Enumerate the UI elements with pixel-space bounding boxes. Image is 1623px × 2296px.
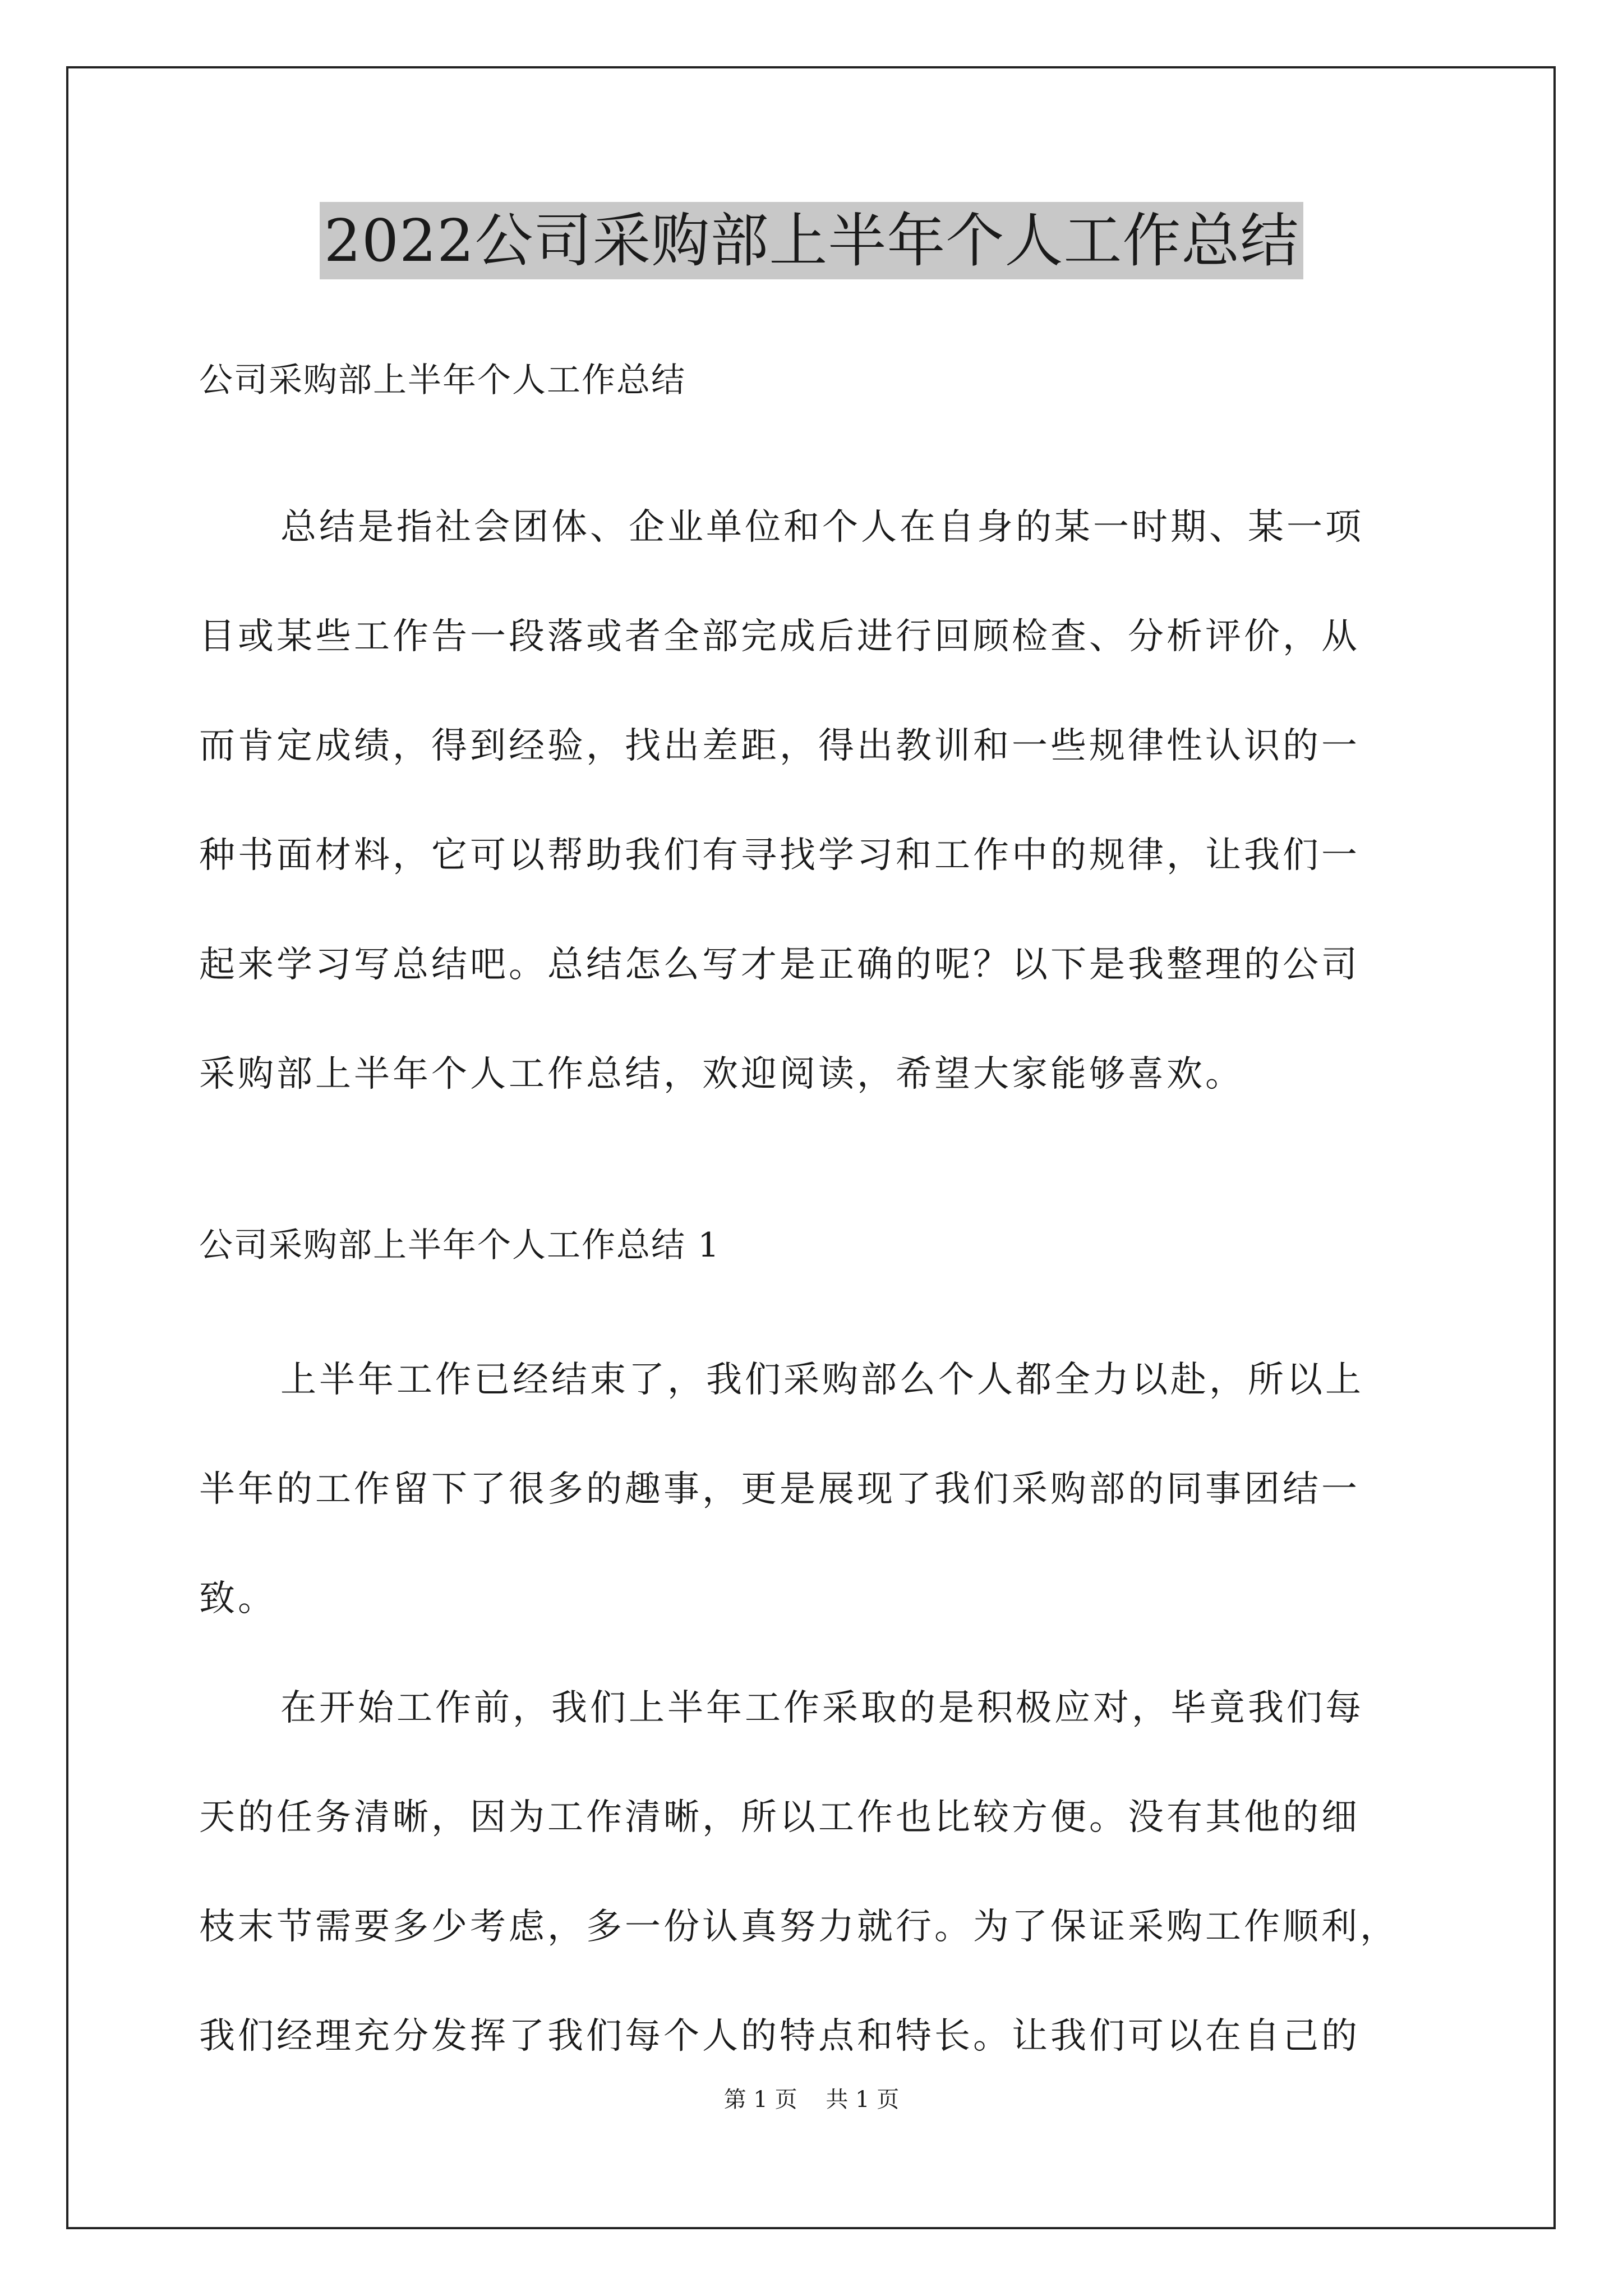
paragraph-line: 致。: [199, 1578, 276, 1619]
paragraph-line: 我们经理充分发挥了我们每个人的特点和特长。让我们可以在自己的: [199, 2016, 1360, 2057]
intro-line: 起来学习写总结吧。总结怎么写才是正确的呢？以下是我整理的公司: [199, 944, 1360, 986]
intro-line: 目或某些工作告一段落或者全部完成后进行回顾检查、分析评价，从: [199, 616, 1360, 657]
paragraph-line: 天的任务清晰，因为工作清晰，所以工作也比较方便。没有其他的细: [199, 1797, 1360, 1838]
paragraph-line: 枝末节需要多少考虑，多一份认真努力就行。为了保证采购工作顺利，: [199, 1906, 1399, 1948]
intro-line: 采购部上半年个人工作总结，欢迎阅读，希望大家能够喜欢。: [199, 1053, 1244, 1095]
paragraph-line: 半年的工作留下了很多的趣事，更是展现了我们采购部的同事团结一: [199, 1469, 1360, 1510]
intro-line: 总结是指社会团体、企业单位和个人在自身的某一时期、某一项: [280, 507, 1364, 548]
page-footer: 第 1 页 共 1 页: [723, 2087, 900, 2113]
document-title: 2022公司采购部上半年个人工作总结: [320, 202, 1304, 279]
paragraph-line: 在开始工作前，我们上半年工作采取的是积极应对，毕竟我们每: [280, 1687, 1364, 1729]
paragraph-line: 上半年工作已经结束了，我们采购部么个人都全力以赴，所以上: [280, 1359, 1364, 1401]
title-container: [0, 202, 1623, 279]
intro-line: 种书面材料，它可以帮助我们有寻找学习和工作中的规律，让我们一: [199, 835, 1360, 876]
intro-line: 而肯定成绩，得到经验，找出差距，得出教训和一些规律性认识的一: [199, 725, 1360, 767]
intro-heading: 公司采购部上半年个人工作总结: [199, 361, 686, 400]
section-heading: 公司采购部上半年个人工作总结 1: [199, 1226, 721, 1265]
